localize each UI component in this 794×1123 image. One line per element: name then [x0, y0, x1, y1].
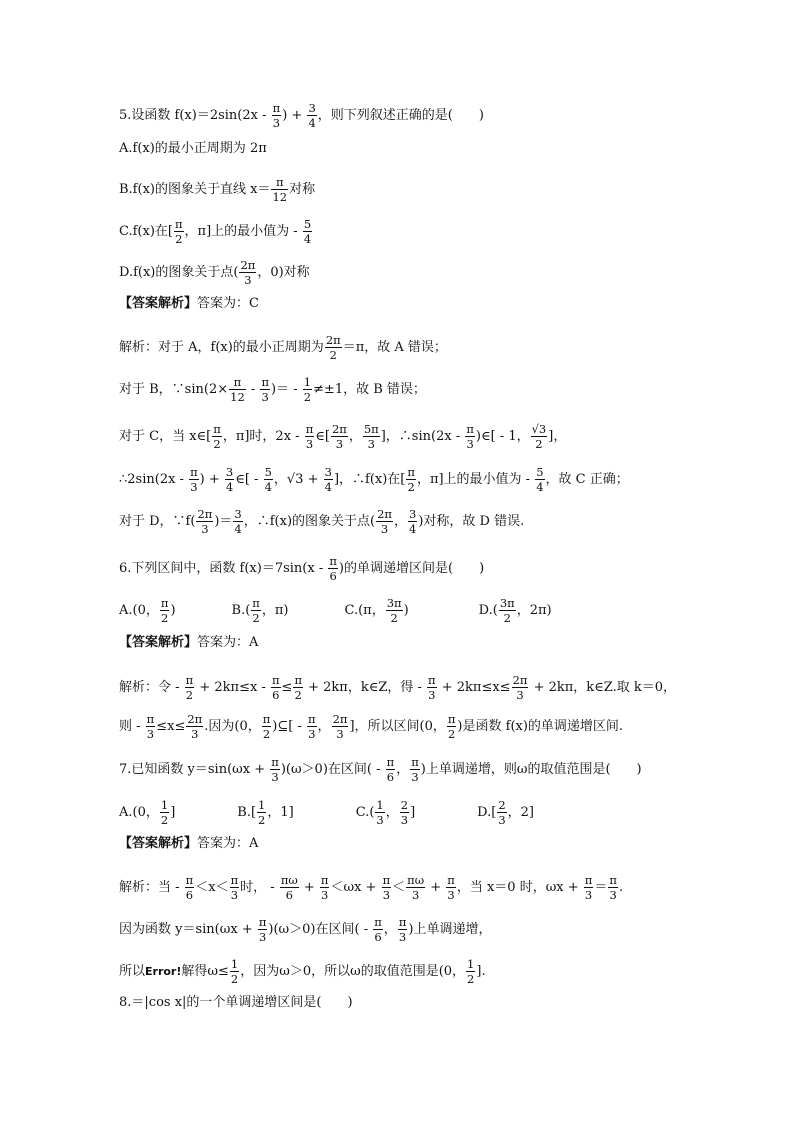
fraction: $\frac{\pi}{3}$ — [411, 755, 419, 785]
error-text: Error! — [145, 965, 182, 979]
q7-option-a: A.(0， $\frac{1}{2}$ ] — [119, 798, 176, 828]
fraction: $\frac{2\pi}{3}$ — [331, 422, 347, 452]
fraction: $\frac{\pi}{2}$ — [252, 596, 260, 626]
q7-answer: 【答案解析】答案为：A — [119, 836, 259, 851]
q6-explanation-2: 则 - $\frac{\pi}{3}$ ≤x≤ $\frac{2\pi}{3}$ .因为(0， $\frac{\pi}{2}$ )⊆[ - $\frac{\pi}{3}$ ， $\frac{2\pi}{3}$ ]，所以区间(0， $\frac{\pi}{2}$ )是函数 f(x)的单调递增区间. — [119, 712, 624, 742]
fraction: $\frac{\pi}{2}$ — [160, 596, 169, 626]
fraction: $\frac{1}{2}$ — [160, 798, 169, 828]
fraction: $\frac{5\pi}{3}$ — [363, 422, 379, 452]
fraction: $\frac{\pi}{2}$ — [294, 673, 302, 703]
q6-options — [119, 597, 754, 624]
fraction: $\frac{3}{4}$ — [324, 465, 332, 495]
q8-stem: 8.＝|cos x|的一个单调递增区间是( ) — [119, 995, 353, 1010]
q7-options — [119, 799, 754, 826]
fraction: $\frac{\pi}{12}$ — [272, 175, 288, 205]
q7-explanation-2: 因为函数 y＝sin(ωx + $\frac{\pi}{3}$ )(ω＞0)在区间( - $\frac{\pi}{6}$ ， $\frac{\pi}{3}$ )上单调递增， — [119, 915, 492, 945]
fraction: $\frac{\pi}{2}$ — [407, 465, 415, 495]
fraction: $\frac{1}{2}$ — [230, 957, 239, 987]
q6-option-d: D.( $\frac{3\pi}{2}$ ，2π) — [478, 596, 552, 626]
q6-option-c: C.(π， $\frac{3\pi}{2}$ ) — [344, 596, 409, 626]
q7-explanation-1: 解析：当 - $\frac{\pi}{6}$ ＜x＜ $\frac{\pi}{3}$ 时， - $\frac{\pi\omega}{6}$ + $\frac{\pi}{3}$ ＜ωx + $\frac{\pi}{3}$ ＜ $\frac{\pi\omega}{3}$ + $\frac{\pi}{3}$ ，当 x＝0 时，ωx + $\frac{\pi}{3}$ ＝ $\frac{\pi}{3}$ . — [119, 873, 624, 903]
q5-stem: 5.设函数 f(x)＝2sin(2x - $\frac{\pi}{3}$ ) + $\frac{3}{4}$ ，则下列叙述正确的是( ) — [119, 101, 484, 131]
fraction: $\frac{3}{4}$ — [225, 465, 234, 495]
fraction: $\frac{\pi}{3}$ — [382, 873, 391, 903]
fraction: $\frac{3}{4}$ — [308, 101, 316, 131]
fraction: $\frac{\pi}{2}$ — [213, 422, 221, 452]
q5-option-a: A.f(x)的最小正周期为 2π — [119, 141, 267, 156]
fraction: $\frac{\pi}{6}$ — [185, 873, 194, 903]
fraction: $\frac{\pi}{6}$ — [386, 755, 395, 785]
fraction: $\frac{\pi}{3}$ — [466, 422, 474, 452]
q6-option-a: A.(0， $\frac{\pi}{2}$ ) — [119, 596, 176, 626]
fraction: $\frac{2\pi}{2}$ — [325, 333, 341, 363]
fraction: $\frac{\pi}{3}$ — [320, 873, 329, 903]
fraction: $\frac{\pi}{2}$ — [174, 217, 183, 247]
fraction: $\frac{\pi\omega}{6}$ — [280, 873, 298, 903]
answer-tag: 【答案解析】 — [119, 296, 198, 311]
fraction: $\frac{\pi}{3}$ — [398, 915, 407, 945]
fraction: $\frac{\pi}{3}$ — [272, 101, 281, 131]
q6-explanation-1: 解析：令 - $\frac{\pi}{2}$ + 2kπ≤x - $\frac{\pi}{6}$ ≤ $\frac{\pi}{2}$ + 2kπ，k∈Z，得 - $\frac{\pi}{3}$ + 2kπ≤x≤ $\frac{2\pi}{3}$ + 2kπ，k∈Z.取 k＝0， — [119, 673, 677, 703]
fraction: $\frac{\pi}{3}$ — [258, 915, 267, 945]
fraction: $\frac{\pi}{3}$ — [307, 712, 316, 742]
q6-answer: 【答案解析】答案为：A — [119, 635, 259, 650]
answer-tag: 【答案解析】 — [119, 836, 198, 851]
fraction: $\frac{1}{3}$ — [376, 798, 384, 828]
fraction: $\frac{2\pi}{3}$ — [377, 507, 392, 537]
q5-option-d: D.f(x)的图象关于点( $\frac{2\pi}{3}$ ，0)对称 — [119, 258, 310, 288]
q5-explanation-4: ∴2sin(2x - $\frac{\pi}{3}$ ) + $\frac{3}{4}$ ∈[ - $\frac{5}{4}$ ，√3 + $\frac{3}{4}$ ]，∴f(x)在[ $\frac{\pi}{2}$ ，π]上的最小值为 - $\frac{5}{4}$ ，故 C 正确； — [119, 465, 629, 495]
q5-option-c: C.f(x)在[ $\frac{\pi}{2}$ ，π]上的最小值为 - $\frac{5}{4}$ — [119, 217, 312, 247]
fraction: $\frac{2\pi}{3}$ — [240, 258, 256, 288]
fraction: $\frac{\pi}{3}$ — [609, 873, 617, 903]
fraction: $\frac{1}{2}$ — [303, 375, 312, 405]
q5-option-b: B.f(x)的图象关于直线 x＝ $\frac{\pi}{12}$ 对称 — [119, 175, 316, 205]
answer-tag: 【答案解析】 — [119, 635, 198, 650]
q6-option-b: B.( $\frac{\pi}{2}$ ，π) — [231, 596, 289, 626]
fraction: $\frac{\pi}{2}$ — [447, 712, 456, 742]
fraction: $\frac{\pi}{3}$ — [146, 712, 155, 742]
fraction: $\frac{\pi}{2}$ — [262, 712, 271, 742]
fraction: $\frac{5}{4}$ — [303, 217, 312, 247]
q7-option-c: C.( $\frac{1}{3}$ ， $\frac{2}{3}$ ] — [355, 798, 416, 828]
fraction: $\frac{\pi}{12}$ — [230, 375, 245, 405]
fraction: $\frac{\pi}{3}$ — [305, 422, 314, 452]
fraction: $\frac{\pi}{3}$ — [447, 873, 455, 903]
fraction: $\frac{\pi}{3}$ — [230, 873, 239, 903]
fraction: $\frac{3}{4}$ — [234, 507, 242, 537]
fraction: $\frac{\pi}{6}$ — [374, 915, 382, 945]
q6-stem: 6.下列区间中，函数 f(x)＝7sin(x - $\frac{\pi}{6}$ )的单调递增区间是( ) — [119, 554, 485, 584]
fraction: $\frac{\pi}{3}$ — [428, 673, 436, 703]
fraction: $\frac{√3}{2}$ — [531, 422, 547, 452]
q7-explanation-3: 所以Error!解得ω≤ $\frac{1}{2}$ ，因为ω＞0，所以ω的取值范围是(0， $\frac{1}{2}$ ]. — [119, 957, 486, 987]
q5-explanation-5: 对于 D，∵f( $\frac{2\pi}{3}$ )＝ $\frac{3}{4}$ ，∴f(x)的图象关于点( $\frac{2\pi}{3}$ ， $\frac{3}{4}$ )对称，故 D 错误. — [119, 507, 525, 537]
fraction: $\frac{\pi}{6}$ — [271, 673, 280, 703]
fraction: $\frac{\pi}{6}$ — [329, 554, 337, 584]
q5-explanation-3: 对于 C，当 x∈[ $\frac{\pi}{2}$ ，π]时，2x - $\frac{\pi}{3}$ ∈[ $\frac{2\pi}{3}$ ， $\frac{5\pi}{3}$ ]，∴sin(2x - $\frac{\pi}{3}$ )∈[ - 1， $\frac{√3}{2}$ ]， — [119, 422, 567, 452]
fraction: $\frac{2\pi}{3}$ — [332, 712, 348, 742]
fraction: $\frac{\pi}{2}$ — [185, 673, 194, 703]
fraction: $\frac{5}{4}$ — [536, 465, 544, 495]
fraction: $\frac{2\pi}{3}$ — [197, 507, 213, 537]
q7-stem: 7.已知函数 y＝sin(ωx + $\frac{\pi}{3}$ )(ω＞0)在区间( - $\frac{\pi}{6}$ ， $\frac{\pi}{3}$ )上单调递增，则ω的取值范围是( ) — [119, 755, 642, 785]
q7-option-d: D.[ $\frac{2}{3}$ ，2] — [477, 798, 534, 828]
fraction: $\frac{\pi}{3}$ — [584, 873, 593, 903]
fraction: $\frac{5}{4}$ — [264, 465, 272, 495]
fraction: $\frac{3\pi}{2}$ — [499, 596, 515, 626]
fraction: $\frac{3}{4}$ — [408, 507, 417, 537]
q5-explanation-2: 对于 B，∵sin(2× $\frac{\pi}{12}$ - $\frac{\pi}{3}$ )＝ - $\frac{1}{2}$ ≠±1，故 B 错误； — [119, 375, 426, 405]
fraction: $\frac{\pi\omega}{3}$ — [407, 873, 425, 903]
fraction: $\frac{\pi}{3}$ — [271, 755, 279, 785]
q7-option-b: B.[ $\frac{1}{2}$ ，1] — [237, 798, 294, 828]
fraction: $\frac{2}{3}$ — [400, 798, 409, 828]
q5-explanation-1: 解析：对于 A，f(x)的最小正周期为 $\frac{2\pi}{2}$ ＝π，故 A 错误； — [119, 333, 447, 363]
fraction: $\frac{\pi}{3}$ — [261, 375, 269, 405]
fraction: $\frac{1}{2}$ — [467, 957, 475, 987]
fraction: $\frac{2\pi}{3}$ — [512, 673, 528, 703]
fraction: $\frac{1}{2}$ — [258, 798, 266, 828]
fraction: $\frac{2\pi}{3}$ — [187, 712, 203, 742]
q5-answer: 【答案解析】答案为：C — [119, 296, 259, 311]
fraction: $\frac{2}{3}$ — [498, 798, 506, 828]
fraction: $\frac{3\pi}{2}$ — [386, 596, 402, 626]
fraction: $\frac{\pi}{3}$ — [190, 465, 198, 495]
